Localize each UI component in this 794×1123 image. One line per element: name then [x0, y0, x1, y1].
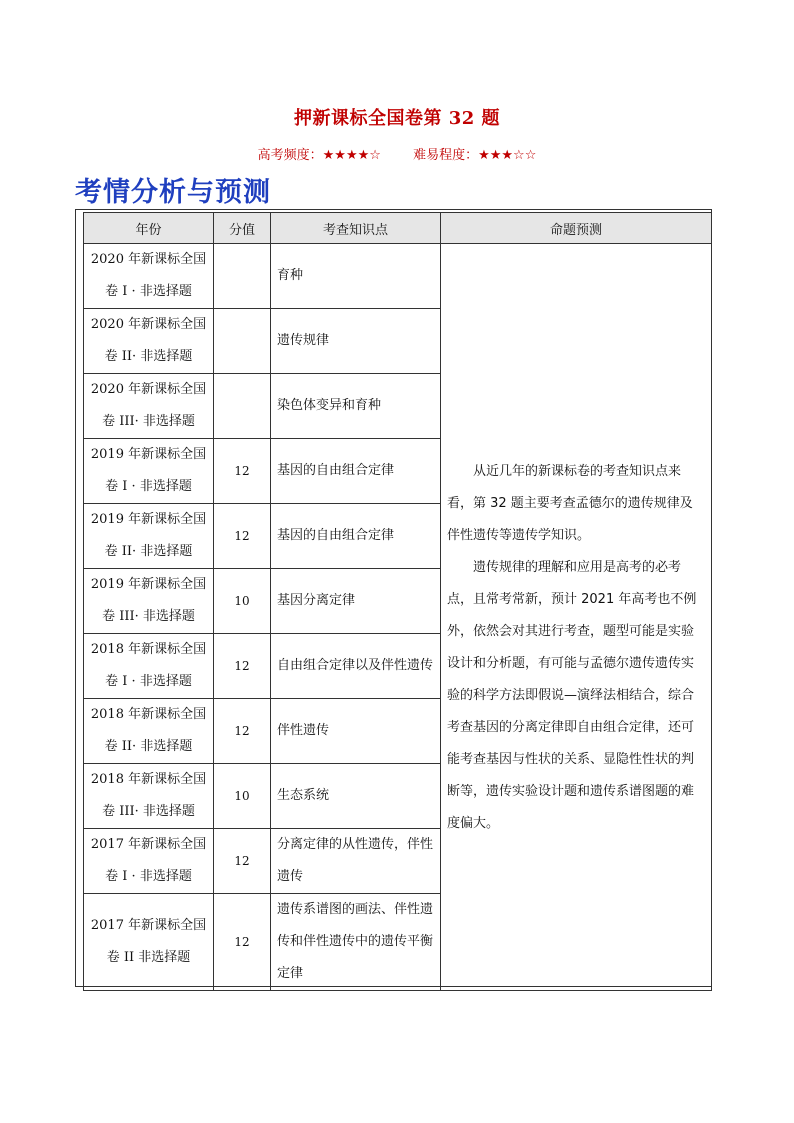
score-cell [214, 309, 271, 374]
score-cell: 12 [214, 699, 271, 764]
year-cell [84, 374, 214, 439]
year-line-2: 卷 III· 非选择题 [102, 804, 195, 819]
year-line-1: 2017 年新课标全国 [90, 837, 207, 852]
year-line-1: 2018 年新课标全国 [90, 707, 207, 722]
score-cell [214, 374, 271, 439]
analysis-table [83, 212, 712, 991]
page-title: 押新课标全国卷第 32 题 [293, 108, 501, 129]
year-cell [84, 244, 214, 309]
frequency-rating [258, 144, 381, 163]
year-line-1: 2018 年新课标全国 [90, 642, 207, 657]
score-cell: 12 [214, 439, 271, 504]
difficulty-stars-icon: ★★★☆☆ [478, 148, 537, 163]
score-cell: 12 [214, 634, 271, 699]
column-header-score: 分值 [214, 213, 271, 244]
year-cell [84, 829, 214, 894]
topic-cell: 基因的自由组合定律 [271, 439, 441, 504]
difficulty-rating [413, 144, 536, 163]
year-line-2: 卷 I · 非选择题 [105, 284, 192, 299]
prediction-paragraph-1: 从近几年的新课标卷的考查知识点来看，第 32 题主要考查孟德尔的遗传规律及伴性遗传等遗传学知识。 [447, 464, 693, 543]
score-cell: 10 [214, 764, 271, 829]
year-line-1: 2020 年新课标全国 [90, 382, 207, 397]
score-cell: 12 [214, 504, 271, 569]
ratings-line [0, 144, 794, 163]
section-heading: 考情分析与预测 [75, 177, 271, 208]
year-cell [84, 634, 214, 699]
year-line-2: 卷 II· 非选择题 [104, 349, 193, 364]
score-cell: 12 [214, 894, 271, 991]
year-cell [84, 309, 214, 374]
year-cell [84, 504, 214, 569]
year-line-2: 卷 III· 非选择题 [102, 414, 195, 429]
year-line-2: 卷 II· 非选择题 [104, 544, 193, 559]
column-header-year: 年份 [84, 213, 214, 244]
year-line-1: 2020 年新课标全国 [90, 317, 207, 332]
year-line-1: 2019 年新课标全国 [90, 577, 207, 592]
year-line-1: 2017 年新课标全国 [90, 918, 207, 933]
year-line-2: 卷 I · 非选择题 [105, 674, 192, 689]
year-cell [84, 764, 214, 829]
difficulty-label: 难易程度： [413, 148, 479, 163]
year-line-1: 2018 年新课标全国 [90, 772, 207, 787]
topic-cell: 自由组合定律以及伴性遗传 [271, 634, 441, 699]
column-header-topic: 考查知识点 [271, 213, 441, 244]
year-line-1: 2019 年新课标全国 [90, 512, 207, 527]
year-line-1: 2020 年新课标全国 [90, 252, 207, 267]
topic-cell: 遗传规律 [271, 309, 441, 374]
column-header-prediction: 命题预测 [441, 213, 712, 244]
year-line-2: 卷 I · 非选择题 [105, 479, 192, 494]
topic-cell: 基因的自由组合定律 [271, 504, 441, 569]
year-cell [84, 699, 214, 764]
topic-cell: 伴性遗传 [271, 699, 441, 764]
year-line-2: 卷 II· 非选择题 [104, 739, 193, 754]
score-cell: 10 [214, 569, 271, 634]
year-line-2: 卷 III· 非选择题 [102, 609, 195, 624]
prediction-paragraph-2: 遗传规律的理解和应用是高考的必考点，且常考常新，预计 2021 年高考也不例外，依然会对其进行考查，题型可能是实验设计和分析题，有可能与孟德尔遗传遗传实验的科学方法即假说—演绎法相结合，综合考查基因的分离定律即自由组合定律，还可能考查基因与性状的关系、显隐性性状的判断等，遗传实验设计题和遗传系谱图题的难度偏大。 [447, 560, 697, 831]
topic-cell: 分离定律的从性遗传，伴性遗传 [271, 829, 441, 894]
year-line-2: 卷 I · 非选择题 [105, 869, 192, 884]
table-header-row [84, 213, 712, 244]
frequency-stars-icon: ★★★★☆ [322, 148, 381, 163]
topic-cell: 生态系统 [271, 764, 441, 829]
prediction-cell [441, 244, 712, 991]
topic-cell: 育种 [271, 244, 441, 309]
year-cell [84, 439, 214, 504]
topic-cell: 染色体变异和育种 [271, 374, 441, 439]
year-line-1: 2019 年新课标全国 [90, 447, 207, 462]
score-cell: 12 [214, 829, 271, 894]
topic-cell: 遗传系谱图的画法、伴性遗传和伴性遗传中的遗传平衡定律 [271, 894, 441, 991]
year-line-2: 卷 II 非选择题 [106, 950, 191, 965]
year-cell [84, 894, 214, 991]
score-cell [214, 244, 271, 309]
year-cell [84, 569, 214, 634]
table-row [84, 244, 712, 309]
topic-cell: 基因分离定律 [271, 569, 441, 634]
frequency-label: 高考频度： [257, 148, 323, 163]
